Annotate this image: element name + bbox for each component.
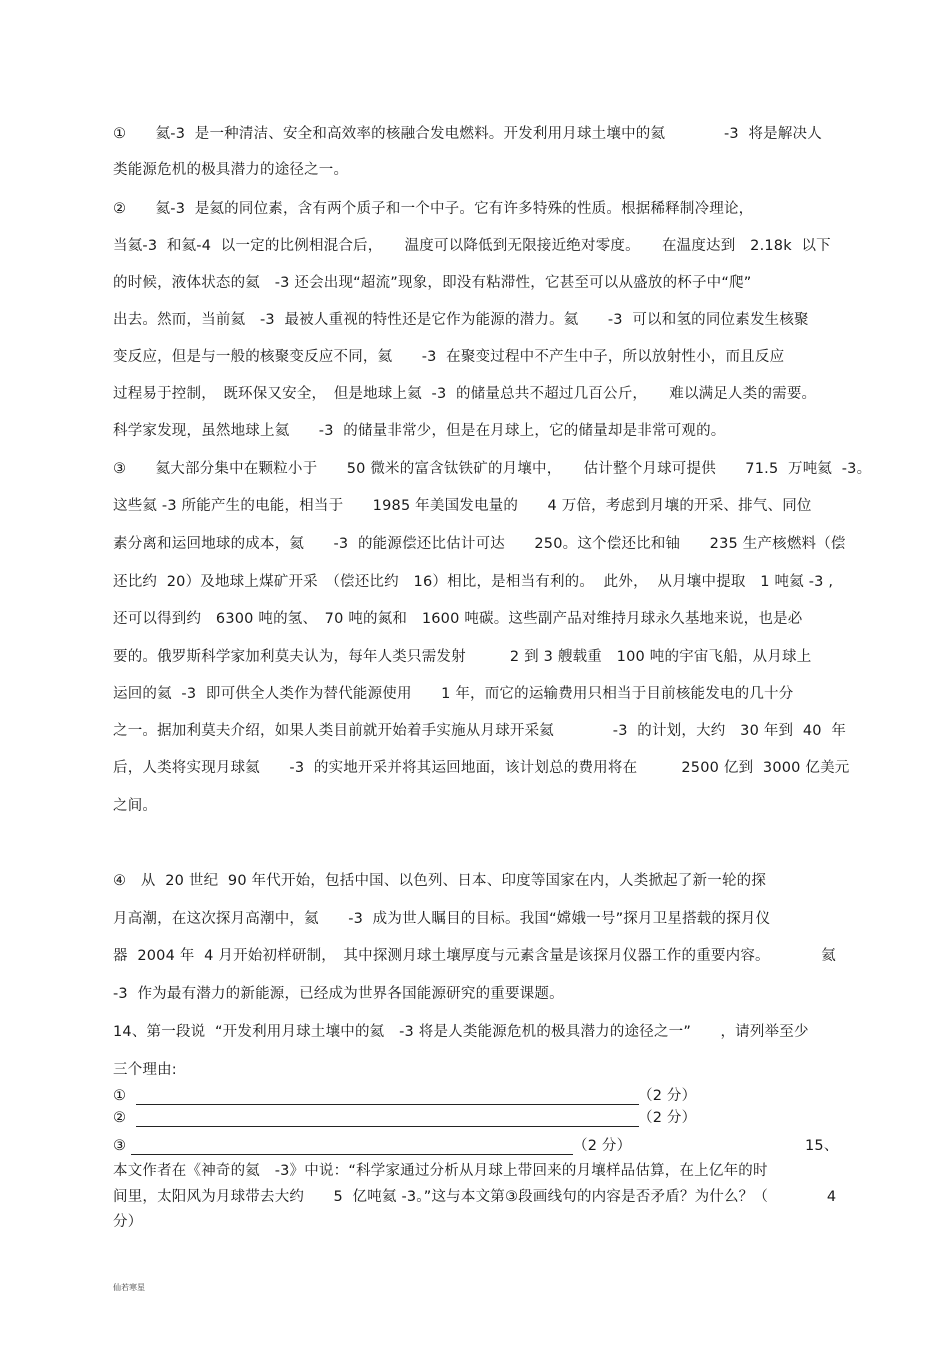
- q14-answer-2-blank[interactable]: [136, 1126, 639, 1127]
- p3-line-1: ③ 氦大部分集中在颗粒小于 50 微米的富含钛铁矿的月壤中， 估计整个月球可提供 71.5 万吨氦 -3。: [113, 461, 872, 477]
- p3-line-4: 还比约 20）及地球上煤矿开采 （偿还比约 16）相比，是相当有利的。 此外， 从月壤中提取 1 吨氦 -3 ,: [113, 574, 834, 590]
- p2-line-3: 的时候，液体状态的氦 -3 还会出现“超流”现象，即没有粘滞性，它甚至可以从盛放的杯子中“爬”: [113, 275, 752, 291]
- p3-line-5: 还可以得到约 6300 吨的氢、 70 吨的氮和 1600 吨碳。这些副产品对维持月球永久基地来说，也是必: [113, 611, 803, 627]
- q14-answer-1-marker: ①: [113, 1088, 127, 1104]
- p2-line-2: 当氦-3 和氦-4 以一定的比例相混合后， 温度可以降低到无限接近绝对零度。 在温度达到 2.18k 以下: [113, 238, 831, 254]
- q14-answer-3-marker: ③: [113, 1138, 127, 1154]
- page-footer: 仙若寒星: [113, 1283, 145, 1292]
- q15-line-2: 间里，太阳风为月球带去大约 5 亿吨氦 -3。”这与本文第③段画线句的内容是否矛盾？为什么？（ 4: [113, 1189, 837, 1205]
- p3-line-10: 之间。: [113, 798, 158, 814]
- q14-answer-3-blank[interactable]: [131, 1154, 573, 1155]
- p2-line-4: 出去。然而，当前氦 -3 最被人重视的特性还是它作为能源的潜力。氦 -3 可以和氢的同位素发生核聚: [113, 312, 809, 328]
- p2-line-1: ② 氦-3 是氦的同位素，含有两个质子和一个中子。它有许多特殊的性质。根据稀释制冷理论，: [113, 201, 754, 217]
- q14-answer-3-score: （2 分）: [573, 1138, 632, 1154]
- p2-line-7: 科学家发现，虽然地球上氦 -3 的储量非常少，但是在月球上，它的储量却是非常可观的。: [113, 423, 726, 439]
- p3-line-2: 这些氦 -3 所能产生的电能，相当于 1985 年美国发电量的 4 万倍，考虑到月壤的开采、排气、同位: [113, 498, 812, 514]
- q14-prompt-line-2: 三个理由:: [113, 1062, 177, 1078]
- p3-line-8: 之一。据加利莫夫介绍，如果人类目前就开始着手实施从月球开采氦 -3 的计划，大约 30 年到 40 年: [113, 723, 847, 739]
- p1-line-1: ① 氦-3 是一种清洁、安全和高效率的核融合发电燃料。开发利用月球土壤中的氦 -3 将是解决人: [113, 126, 822, 142]
- p4-line-1: ④ 从 20 世纪 90 年代开始，包括中国、以色列、日本、印度等国家在内，人类掀起了新一轮的探: [113, 873, 767, 889]
- q15-line-3: 分）: [113, 1214, 143, 1230]
- p2-line-5: 变反应，但是与一般的核聚变反应不同，氦 -3 在聚变过程中不产生中子，所以放射性小，而且反应: [113, 349, 785, 365]
- p3-line-9: 后，人类将实现月球氦 -3 的实地开采并将其运回地面，该计划总的费用将在 2500 亿到 3000 亿美元: [113, 760, 850, 776]
- p3-line-6: 要的。俄罗斯科学家加利莫夫认为，每年人类只需发射 2 到 3 艘载重 100 吨的宇宙飞船，从月球上: [113, 649, 812, 665]
- q14-answer-2-marker: ②: [113, 1110, 127, 1126]
- p3-line-3: 素分离和运回地球的成本，氦 -3 的能源偿还比估计可达 250。这个偿还比和铀 235 生产核燃料（偿: [113, 536, 846, 552]
- q15-line-1: 本文作者在《神奇的氦 -3》中说：“科学家通过分析从月球上带回来的月壤样品估算，在上亿年的时: [113, 1163, 768, 1179]
- p4-line-4: -3 作为最有潜力的新能源，已经成为世界各国能源研究的重要课题。: [113, 986, 564, 1002]
- q14-answer-1-score: （2 分）: [638, 1088, 697, 1104]
- p1-line-2: 类能源危机的极具潜力的途径之一。: [113, 162, 349, 178]
- q15-number: 15、: [805, 1138, 839, 1154]
- q14-answer-1-blank[interactable]: [136, 1104, 639, 1105]
- q14-answer-2-score: （2 分）: [638, 1110, 697, 1126]
- p3-line-7: 运回的氦 -3 即可供全人类作为替代能源使用 1 年，而它的运输费用只相当于目前核能发电的几十分: [113, 686, 794, 702]
- q14-prompt-line-1: 14、第一段说 “开发利用月球土壤中的氦 -3 将是人类能源危机的极具潜力的途径之一” ，请列举至少: [113, 1024, 809, 1040]
- p2-line-6: 过程易于控制， 既环保又安全， 但是地球上氦 -3 的储量总共不超过几百公斤， 难以满足人类的需要。: [113, 386, 817, 402]
- p4-line-3: 器 2004 年 4 月开始初样研制， 其中探测月球土壤厚度与元素含量是该探月仪器工作的重要内容。 氦: [113, 948, 836, 964]
- p4-line-2: 月高潮，在这次探月高潮中，氦 -3 成为世人瞩目的目标。我国“嫦娥一号”探月卫星搭载的探月仪: [113, 911, 771, 927]
